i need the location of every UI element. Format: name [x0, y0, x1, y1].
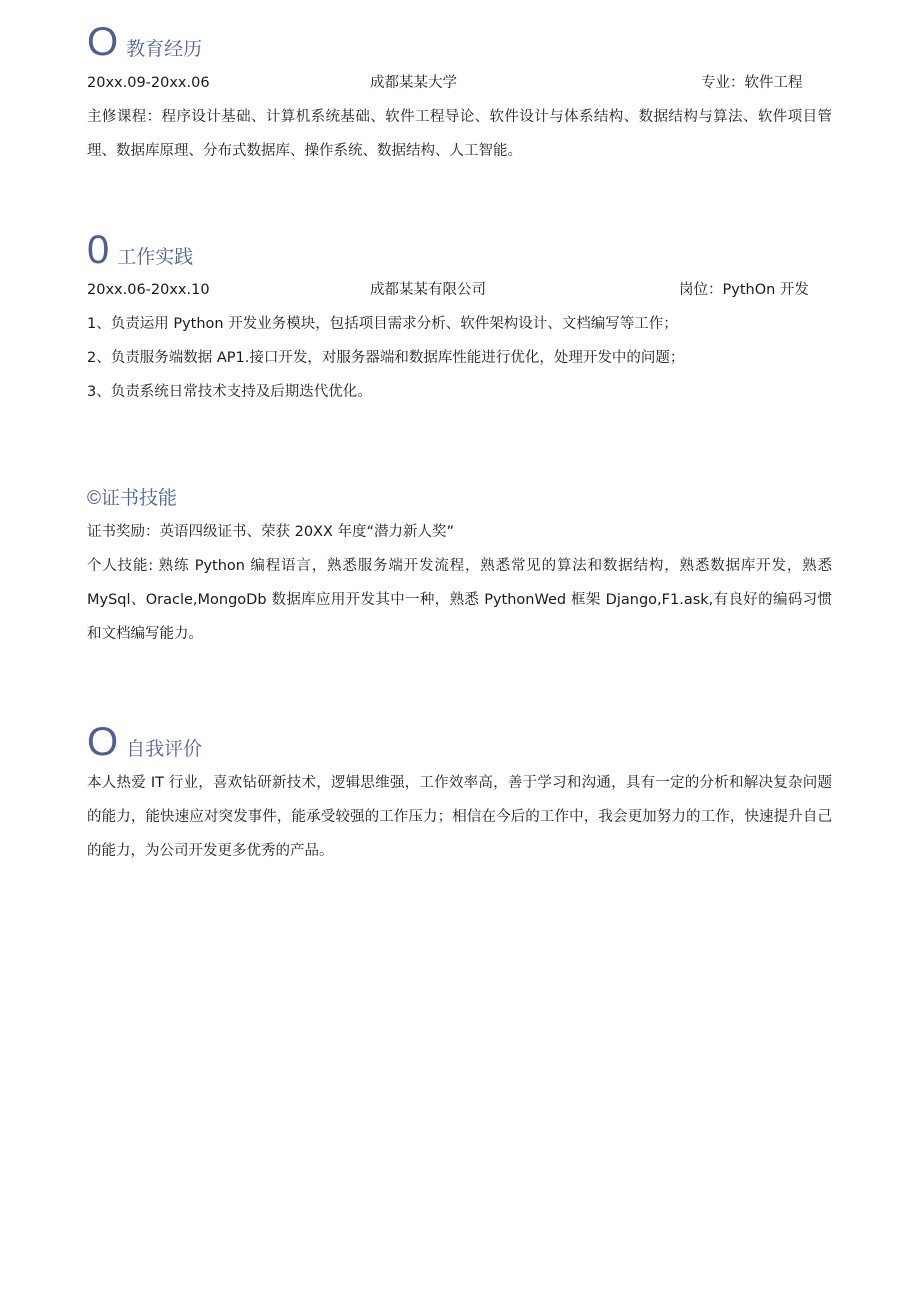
education-info-row	[87, 73, 832, 93]
education-courses: 主修课程：程序设计基础、计算机系统基础、软件工程导论、软件设计与体系结构、数据结构与算法、软件项目管理、数据库原理、分布式数据库、操作系统、数据结构、人工智能。	[87, 109, 832, 159]
work-position: 岗位：PythOn 开发	[679, 282, 809, 298]
copyright-bullet-icon: ©	[87, 488, 101, 509]
certs-awards: 证书奖励：英语四级证书、荣获 20XX 年度“潜力新人奖”	[87, 524, 455, 540]
work-item: 2、负责服务端数据 AP1.接口开发，对服务器端和数据库性能进行优化，处理开发中的问题；	[87, 350, 685, 366]
work-info-row	[87, 280, 832, 300]
certs-section	[87, 486, 832, 651]
work-title: 工作实践	[117, 246, 194, 268]
section-bullet-icon: O	[87, 20, 119, 64]
education-heading	[87, 22, 832, 62]
education-school: 成都某某大学	[370, 75, 457, 91]
self-title: 自我评价	[126, 738, 203, 760]
self-text: 本人热爱 IT 行业，喜欢钻研新技术，逻辑思维强，工作效率高，善于学习和沟通，具有一定的分析和解决复杂问题的能力，能快速应对突发事件，能承受较强的工作压力；相信在今后的工作中，我会更加努力的工作，快速提升自己的能力，为公司开发更多优秀的产品。	[87, 775, 832, 859]
work-heading	[87, 230, 832, 270]
certs-heading	[87, 486, 832, 511]
self-section	[87, 722, 832, 868]
work-item: 3、负责系统日常技术支持及后期迭代优化。	[87, 384, 372, 400]
work-item: 1、负责运用 Python 开发业务模块，包括项目需求分析、软件架构设计、文档编写等工作；	[87, 316, 678, 332]
education-section	[87, 22, 832, 168]
work-company: 成都某某有限公司	[370, 282, 486, 298]
education-title: 教育经历	[126, 38, 203, 60]
section-bullet-icon: 0	[87, 228, 110, 272]
work-section	[87, 230, 832, 409]
education-major: 专业：软件工程	[701, 75, 803, 91]
self-heading	[87, 722, 832, 762]
education-dates: 20xx.09-20xx.06	[87, 75, 210, 91]
certs-skills: 个人技能: 熟练 Python 编程语言，熟悉服务端开发流程，熟悉常见的算法和数据结构，熟悉数据库开发，熟悉MySql、Oracle,MongoDb 数据库应用开发其中一种，熟悉 PythonWed 框架 Django,F1.ask,有良好的编码习惯和文档编写能力。	[87, 558, 832, 642]
work-dates: 20xx.06-20xx.10	[87, 282, 210, 298]
section-bullet-icon: O	[87, 720, 119, 764]
certs-title: 证书技能	[101, 487, 178, 509]
